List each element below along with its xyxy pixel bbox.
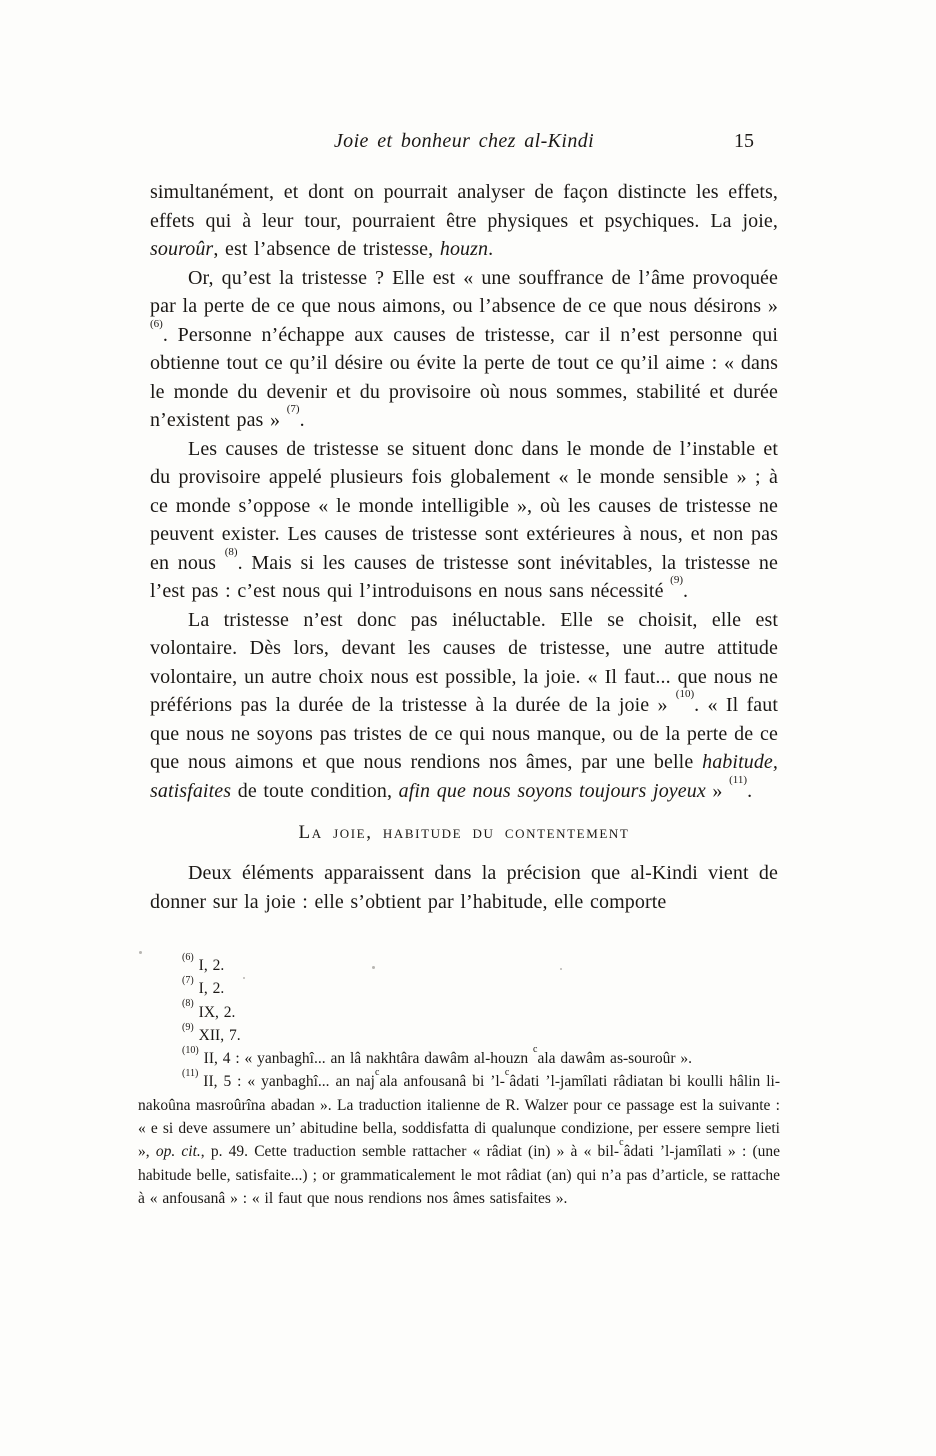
footnote: $^{(11)}$ II, 5 : « yanbaghî... an naj$^c$ala anfousanâ bi ’l-$^c$âdati ’l-jamîlati râdiatan bi koulli hâlin li-nakoûna masroûrîna abadan ». La traduction italienne de R. Walzer pour ce passage est la suivante : « e si deve assumere un’ abitudine bella, soddisfatta di qualunque condizione, per essere sempre lieti », op. cit., p. 49. Cette traduction semble rattacher « râdiat (in) » à « bil-$^c$âdati ’l-jamîlati » : (une habitude belle, satisfaite...) ; or grammaticalement le mot râdiat (an) qui n’a pas d’article, se rattache à « anfousanâ » : « il faut que nous rendions nos âmes satisfaites ». <box>138 1067 781 1207</box>
footnote: $^{(10)}$ II, 4 : « yanbaghî... an lâ nakhtâra dawâm al-houzn $^c$ala dawâm as-souroûr ». <box>182 1044 692 1068</box>
footnote-reference: (9) <box>670 574 683 587</box>
footnote-reference: (7) <box>286 403 300 416</box>
footnote-marker: (7) <box>182 975 194 987</box>
page-header <box>150 130 778 156</box>
paragraphs-after-heading <box>150 859 778 916</box>
section-heading: La joie, habitude du contentement <box>298 822 630 843</box>
footnote-marker: (8) <box>182 998 194 1010</box>
ayn-transliteration: c <box>504 1067 510 1079</box>
footnote-reference: (10) <box>675 688 695 701</box>
footnote-reference: (8) <box>224 545 238 558</box>
footnote: $^{(8)}$ IX, 2. <box>182 998 236 1021</box>
footnote-marker: (6) <box>182 951 194 963</box>
body-paragraph: Les causes de tristesse se situent donc dans le monde de l’instable et du provisoire appelé plusieurs fois globalement « le monde sensible » ; à ce monde s’oppose « le monde intelligible », où les causes de tristesse ne peuvent exister. Les causes de tristesse sont extérieures à nous, et non pas en nous $^{(8)}$. Mais si les causes de tristesse sont inévitables, la tristesse ne l’est pas : c’est nous qui l’introduisons en nous sans nécessité $^{(9)}$. <box>150 437 778 602</box>
footnote: $^{(7)}$ I, 2. <box>182 975 225 998</box>
page-number: 15 <box>734 130 754 152</box>
footnote-reference: (11) <box>729 773 748 786</box>
footnote-list <box>138 951 781 1210</box>
footnotes <box>138 951 781 1210</box>
footnote: $^{(9)}$ XII, 7. <box>182 1021 241 1044</box>
footnote-marker: (10) <box>182 1045 199 1057</box>
ayn-transliteration: c <box>619 1137 624 1149</box>
body-paragraph: Deux éléments apparaissent dans la précision que al-Kindi vient de donner sur la joie : elle s’obtient par l’habitude, elle comporte <box>150 862 778 913</box>
body-paragraph: La tristesse n’est donc pas inéluctable. Elle se choisit, elle est volontaire. Dès lors, devant les causes de tristesse, une autre attitude volontaire, un autre choix nous est possible, la joie. « Il faut... que nous ne préférions pas la durée de la tristesse à la durée de la joie » $^{(10)}$. « Il faut que nous ne soyons pas tristes de ce qui nous manque, ou de la perte de ce que nous aimons et que nous rendions nos âmes, par une belle habitude, satisfaites de toute condition, afin que nous soyons toujours joyeux » $^{(11)}$. <box>150 608 778 802</box>
body-paragraph: Or, qu’est la tristesse ? Elle est « une souffrance de l’âme provoquée par la perte de ce que nous aimons, ou l’absence de ce que nous désirons » $^{(6)}$. Personne n’échappe aux causes de tristesse, car il n’est personne qui obtienne tout ce qu’il désire ou évite la perte de tout ce qu’il aime : « dans le monde du devenir et du provisoire où nous sommes, stabilité et durée n’existent pas » $^{(7)}$. <box>150 266 778 431</box>
running-title: Joie et bonheur chez al-Kindi <box>333 130 595 152</box>
footnote-marker: (9) <box>182 1021 194 1033</box>
body-paragraph: simultanément, et dont on pourrait analyser de façon distincte les effets, effets qui à leur tour, pourraient être physiques et psychiques. La joie, souroûr, est l’absence de tristesse, houzn. <box>150 181 778 260</box>
page-content <box>138 130 781 1210</box>
footnote-marker: (11) <box>182 1068 199 1080</box>
paragraphs-before-heading <box>150 178 778 805</box>
footnote: $^{(6)}$ I, 2. <box>182 951 225 974</box>
body-text <box>150 178 778 916</box>
ayn-transliteration: c <box>374 1067 380 1079</box>
footnote-reference: (6) <box>150 317 163 330</box>
ayn-transliteration: c <box>533 1044 538 1056</box>
